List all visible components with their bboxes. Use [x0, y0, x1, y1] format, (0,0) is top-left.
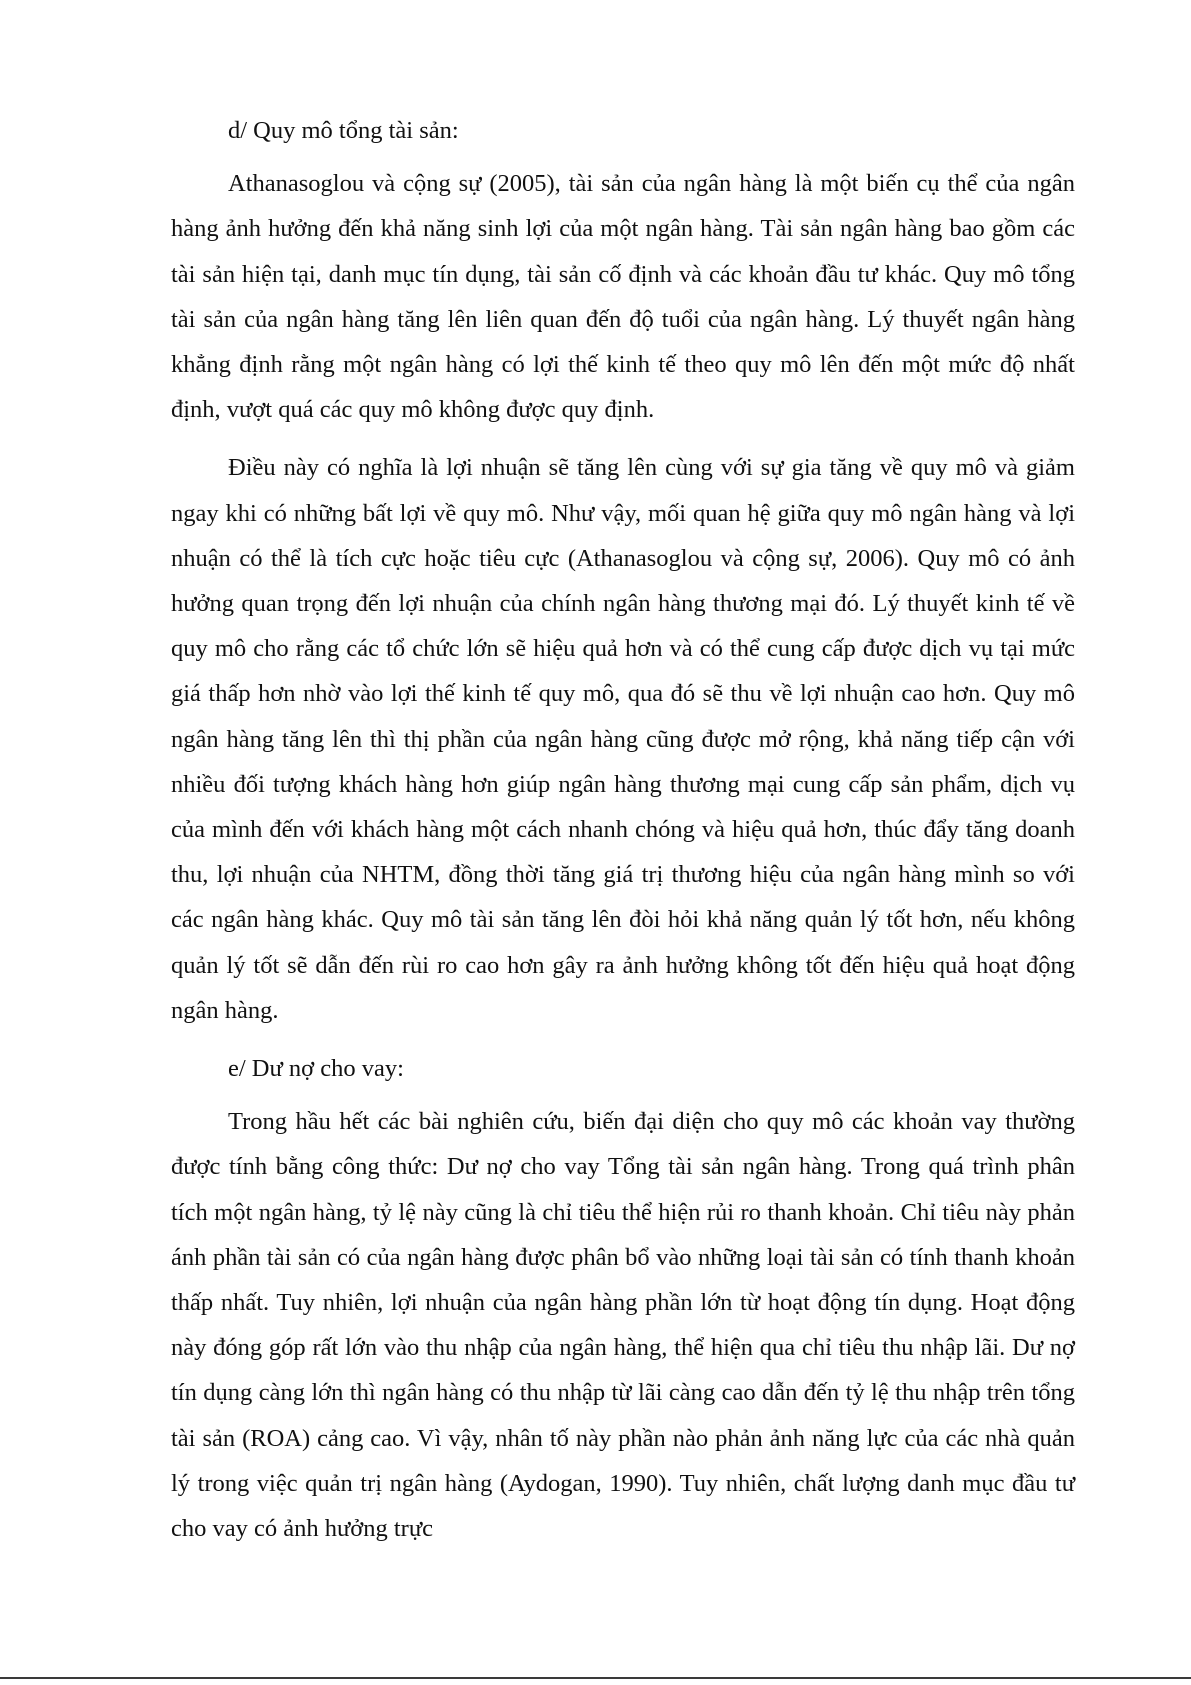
section-heading-loans: e/ Dư nợ cho vay: [228, 1055, 404, 1083]
page-bottom-border [0, 1677, 1191, 1679]
paragraph-total-assets-2: Điều này có nghĩa là lợi nhuận sẽ tăng lên cùng với sự gia tăng về quy mô và giảm ngay khi có những bất lợi về quy mô. Như vậy, mối quan hệ giữa quy mô ngân hàng và lợi nhuận có thể là tích cực hoặc tiêu cực (Athanasoglou và cộng sự, 2006). Quy mô có ảnh hưởng quan trọng đến lợi nhuận của chính ngân hàng thương mại đó. Lý thuyết kinh tế về quy mô cho rằng các tổ chức lớn sẽ hiệu quả hơn và có thể cung cấp được dịch vụ tại mức giá thấp hơn nhờ vào lợi thế kinh tế quy mô, qua đó sẽ thu về lợi nhuận cao hơn. Quy mô ngân hàng tăng lên thì thị phần của ngân hàng cũng được mở rộng, khả năng tiếp cận với nhiều đối tượng khách hàng hơn giúp ngân hàng thương mại cung cấp sản phẩm, dịch vụ của mình đến với khách hàng một cách nhanh chóng và hiệu quả hơn, thúc đẩy tăng doanh thu, lợi nhuận của NHTM, đồng thời tăng giá trị thương hiệu của ngân hàng mình so với các ngân hàng khác. Quy mô tài sản tăng lên đòi hỏi khả năng quản lý tốt hơn, nếu không quản lý tốt sẽ dẫn đến rùi ro cao hơn gây ra ảnh hưởng không tốt đến hiệu quả hoạt động ngân hàng. [171, 454, 1075, 1024]
paragraph-loans-1: Trong hầu hết các bài nghiên cứu, biến đại diện cho quy mô các khoản vay thường được tính bằng công thức: Dư nợ cho vay Tổng tài sản ngân hàng. Trong quá trình phân tích một ngân hàng, tỷ lệ này cũng là chỉ tiêu thể hiện rủi ro thanh khoản. Chỉ tiêu này phản ánh phần tài sản có của ngân hàng được phân bổ vào những loại tài sản có tính thanh khoản thấp nhất. Tuy nhiên, lợi nhuận của ngân hàng phần lớn từ hoạt động tín dụng. Hoạt động này đóng góp rất lớn vào thu nhập của ngân hàng, thể hiện qua chỉ tiêu thu nhập lãi. Dư nợ tín dụng càng lớn thì ngân hàng có thu nhập từ lãi càng cao dẫn đến tỷ lệ thu nhập trên tổng tài sản (ROA) cảng cao. Vì vậy, nhân tố này phần nào phản ảnh năng lực của các nhà quản lý trong việc quản trị ngân hàng (Aydogan, 1990). Tuy nhiên, chất lượng danh mục đầu tư cho vay có ảnh hưởng trực [171, 1108, 1075, 1543]
paragraph-total-assets-1: Athanasoglou và cộng sự (2005), tài sản của ngân hàng là một biến cụ thể của ngân hàng ảnh hưởng đến khả năng sinh lợi của một ngân hàng. Tài sản ngân hàng bao gồm các tài sản hiện tại, danh mục tín dụng, tài sản cố định và các khoản đầu tư khác. Quy mô tổng tài sản của ngân hàng tăng lên liên quan đến độ tuổi của ngân hàng. Lý thuyết ngân hàng khẳng định rằng một ngân hàng có lợi thế kinh tế theo quy mô lên đến một mức độ nhất định, vượt quá các quy mô không được quy định. [171, 170, 1075, 424]
page-content [171, 108, 1075, 1551]
section-heading-total-assets: d/ Quy mô tổng tài sản: [228, 117, 459, 144]
